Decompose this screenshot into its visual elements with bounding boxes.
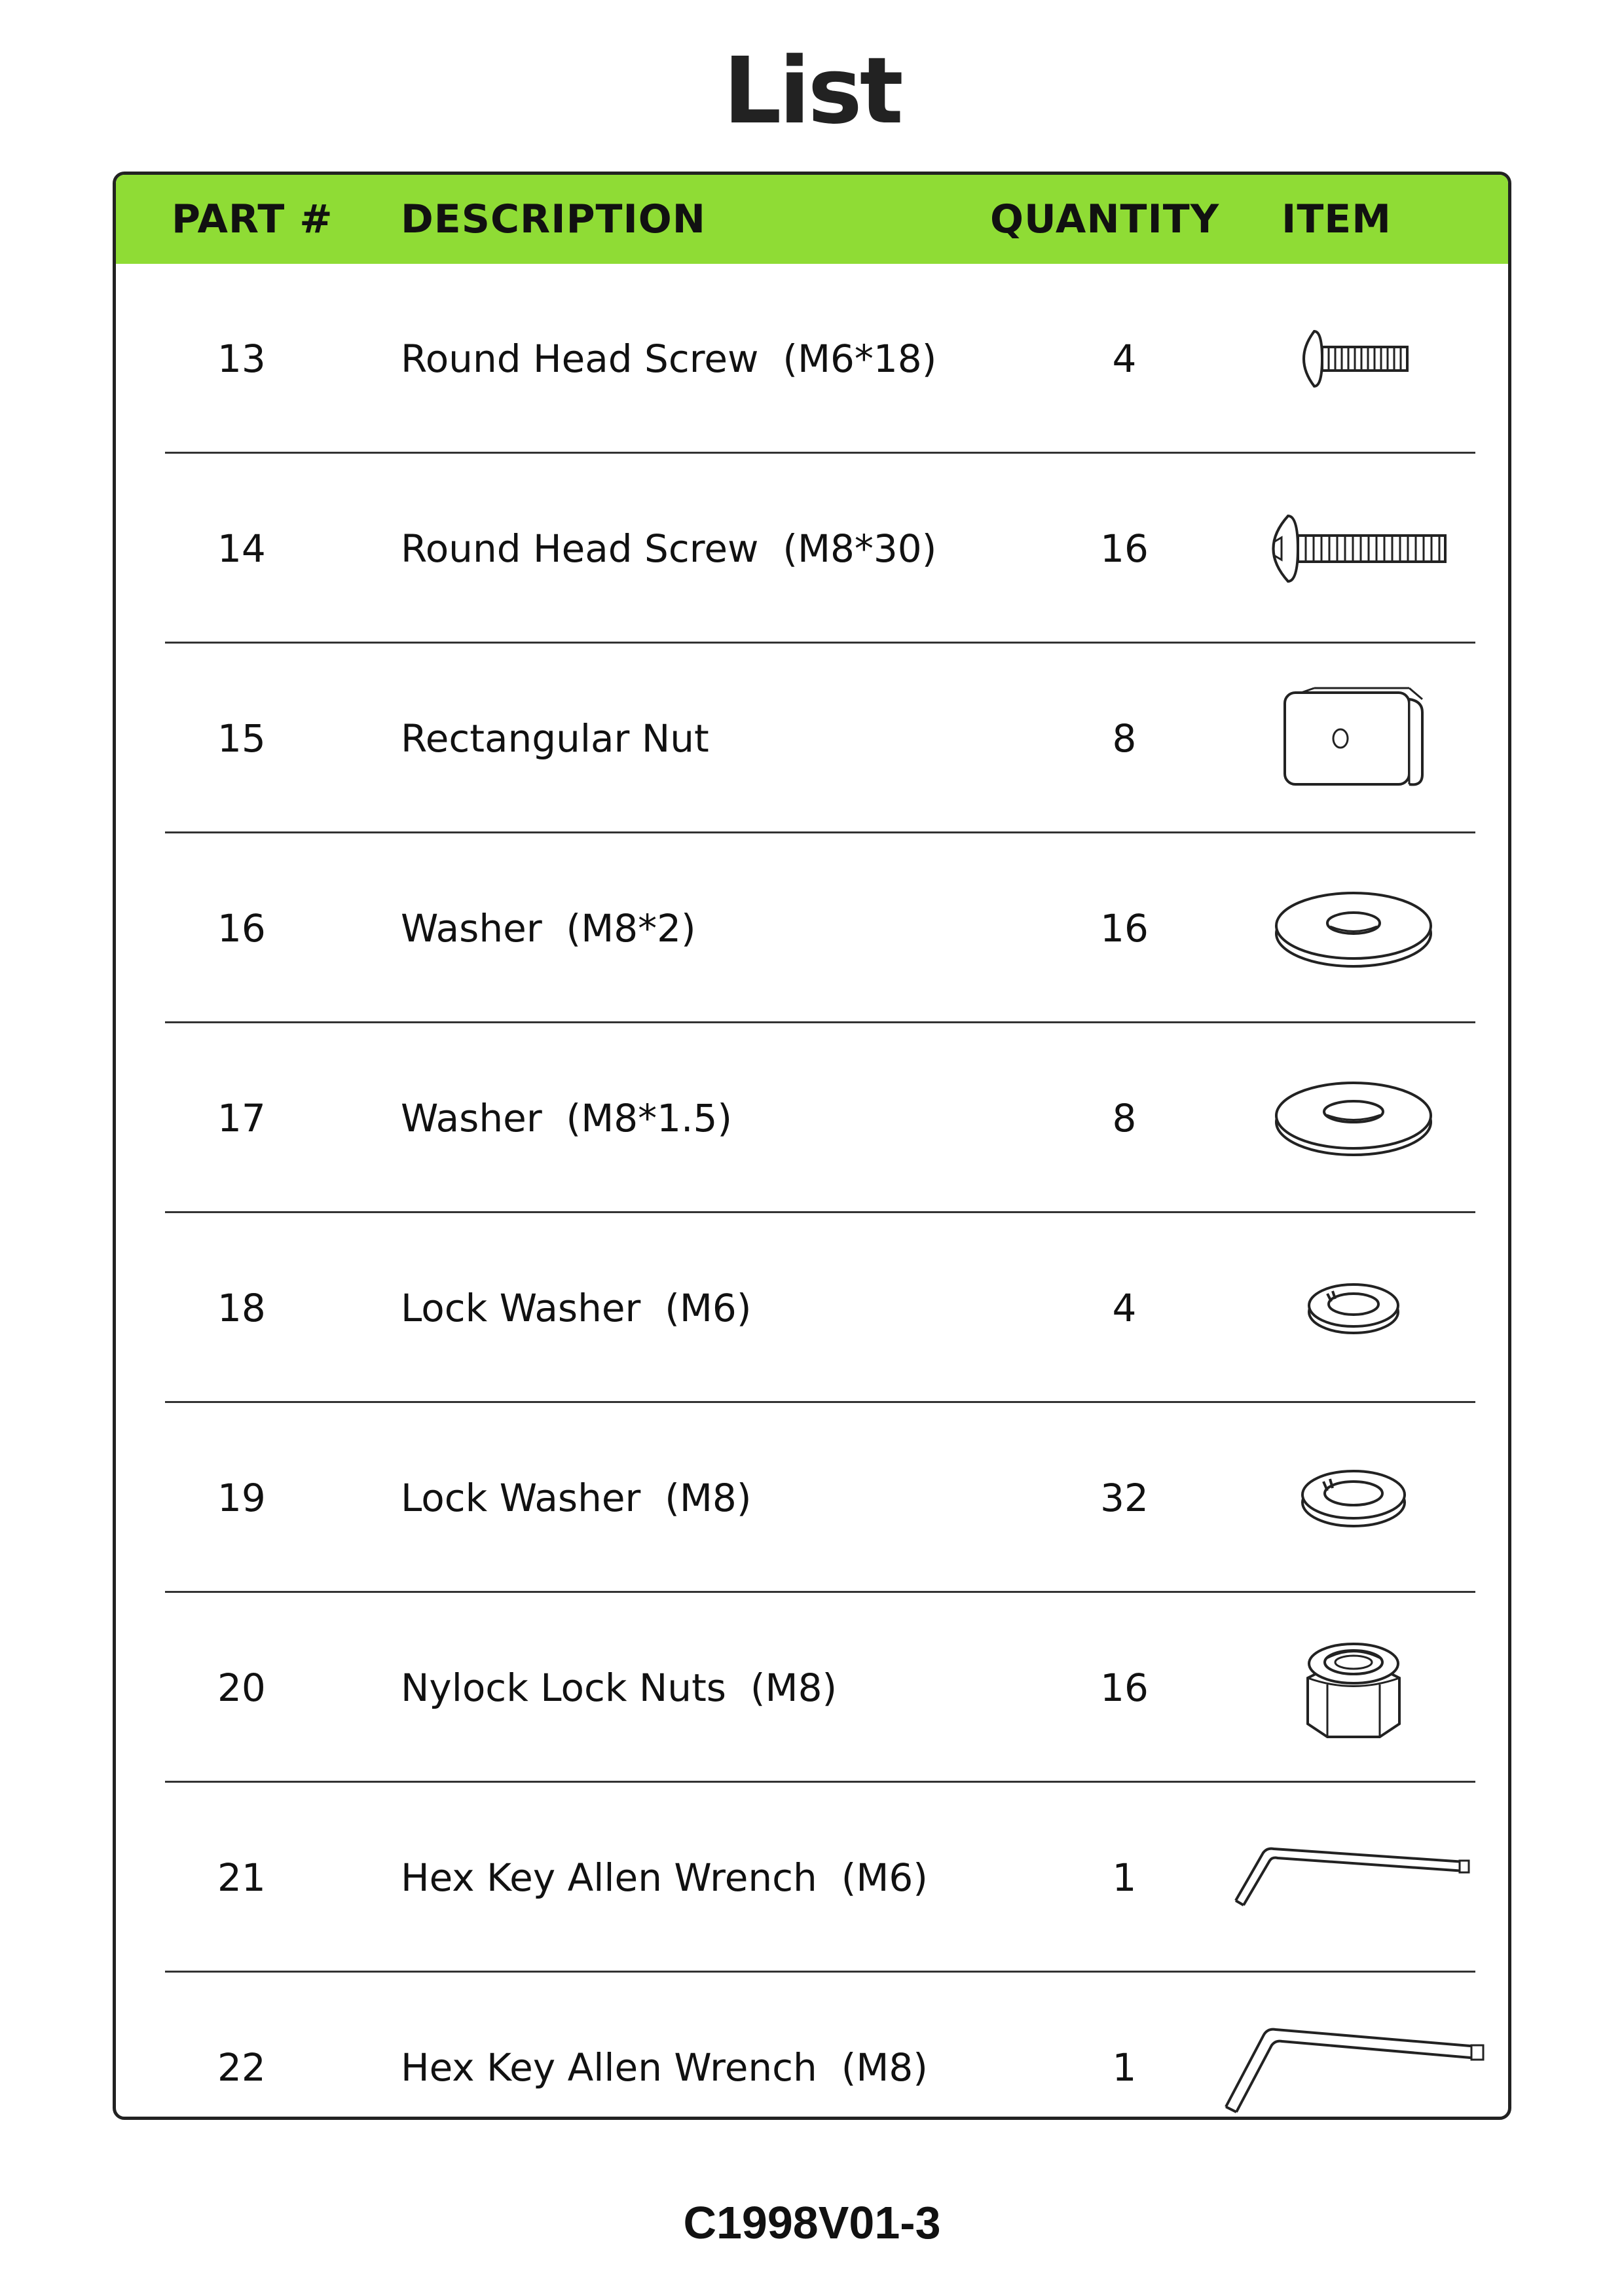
part-number: 15	[217, 716, 266, 761]
table-row	[116, 264, 1508, 454]
page-title: List	[723, 38, 901, 145]
part-quantity: 16	[1100, 526, 1149, 571]
part-number: 21	[217, 1855, 266, 1900]
table-row	[116, 1783, 1508, 1973]
flat-washer-icon	[1216, 833, 1491, 1023]
header-part: PART #	[172, 196, 333, 242]
part-number: 18	[217, 1286, 266, 1330]
part-description: Hex Key Allen Wrench (M8)	[401, 2045, 928, 2090]
allen-wrench-small-icon	[1216, 1783, 1491, 1973]
table-row	[116, 1023, 1508, 1213]
table-header	[116, 175, 1508, 264]
part-quantity: 8	[1112, 1096, 1137, 1140]
round-head-screw-short-icon	[1216, 264, 1491, 454]
part-quantity: 1	[1112, 2045, 1137, 2090]
part-description: Washer (M8*1.5)	[401, 1096, 732, 1140]
part-number: 16	[217, 906, 266, 951]
part-description: Round Head Screw (M6*18)	[401, 337, 937, 381]
part-quantity: 4	[1112, 337, 1137, 381]
flat-washer-icon	[1216, 1023, 1491, 1213]
part-number: 14	[217, 526, 266, 571]
part-description: Lock Washer (M8)	[401, 1476, 752, 1520]
part-description: Hex Key Allen Wrench (M6)	[401, 1855, 928, 1900]
part-description: Lock Washer (M6)	[401, 1286, 752, 1330]
lock-washer-icon	[1216, 1403, 1491, 1593]
table-row	[116, 833, 1508, 1023]
part-description: Nylock Lock Nuts (M8)	[401, 1666, 838, 1710]
table-row	[116, 1213, 1508, 1403]
part-quantity: 8	[1112, 716, 1137, 761]
rectangular-nut-icon	[1216, 644, 1491, 833]
table-row	[116, 1973, 1508, 2120]
table-row	[116, 454, 1508, 644]
part-number: 13	[217, 337, 266, 381]
round-head-screw-long-icon	[1216, 454, 1491, 644]
table-body	[116, 264, 1508, 2117]
part-quantity: 16	[1100, 1666, 1149, 1710]
part-quantity: 32	[1100, 1476, 1149, 1520]
table-row	[116, 644, 1508, 833]
nylock-nut-icon	[1216, 1593, 1491, 1783]
header-quantity: QUANTITY	[990, 196, 1220, 242]
table-row	[116, 1593, 1508, 1783]
lock-washer-icon	[1216, 1213, 1491, 1403]
header-description: DESCRIPTION	[401, 196, 707, 242]
document-code: C1998V01-3	[683, 2197, 941, 2248]
table-row	[116, 1403, 1508, 1593]
part-description: Round Head Screw (M8*30)	[401, 526, 937, 571]
part-number: 19	[217, 1476, 266, 1520]
header-item: ITEM	[1282, 196, 1392, 242]
part-number: 22	[217, 2045, 266, 2090]
allen-wrench-large-icon	[1216, 1973, 1491, 2120]
part-quantity: 1	[1112, 1855, 1137, 1900]
part-quantity: 16	[1100, 906, 1149, 951]
part-description: Washer (M8*2)	[401, 906, 696, 951]
part-number: 20	[217, 1666, 266, 1710]
part-description: Rectangular Nut	[401, 716, 709, 761]
part-quantity: 4	[1112, 1286, 1137, 1330]
part-number: 17	[217, 1096, 266, 1140]
parts-table	[113, 172, 1511, 2120]
